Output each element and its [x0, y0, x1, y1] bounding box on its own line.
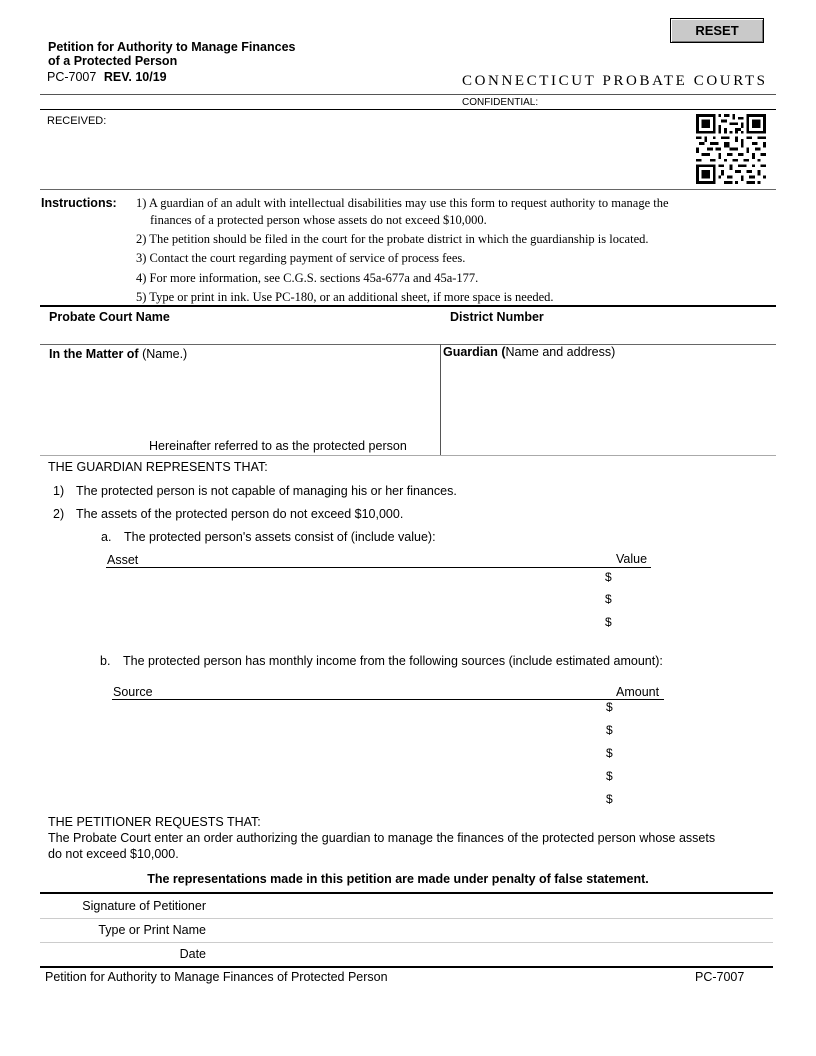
form-title-line1: Petition for Authority to Manage Finances — [48, 40, 296, 54]
requests-body-line-2: do not exceed $10,000. — [48, 847, 179, 861]
footer-form-number: PC-7007 — [695, 970, 745, 984]
currency-symbol: $ — [606, 723, 613, 737]
currency-symbol: $ — [606, 792, 613, 806]
asset-value-field[interactable] — [615, 615, 655, 632]
reset-button[interactable]: RESET — [670, 18, 764, 43]
form-number-line — [47, 70, 167, 84]
print-name-field[interactable] — [212, 921, 772, 940]
asset-value-field[interactable] — [615, 570, 655, 587]
requests-body-line-1: The Probate Court enter an order authorizing the guardian to manage the finances of the protected person whose assets — [48, 831, 716, 845]
income-amount-field[interactable] — [616, 723, 664, 740]
instruction-item: 4) For more information, see C.G.S. sections 45a-677a and 45a-177. — [136, 271, 479, 285]
currency-symbol: $ — [606, 700, 613, 714]
instruction-item: finances of a protected person whose assets do not exceed $10,000. — [150, 213, 487, 227]
guardian-label — [443, 345, 615, 359]
form-title-line2: of a Protected Person — [48, 54, 178, 68]
form-title — [48, 40, 348, 68]
instruction-item: 3) Contact the court regarding payment of service of process fees. — [136, 251, 466, 265]
date-label: Date — [179, 947, 206, 961]
currency-symbol: $ — [606, 769, 613, 783]
represents-item-2: The assets of the protected person do not exceed $10,000. — [76, 507, 404, 521]
income-source-field[interactable] — [112, 769, 597, 786]
confidential-label: CONFIDENTIAL: — [462, 97, 539, 108]
section-divider — [40, 305, 776, 307]
matter-bottom-divider — [40, 455, 776, 456]
matter-label-bold: In the Matter of — [49, 347, 139, 361]
instruction-item: 1) A guardian of an adult with intellectual disabilities may use this form to request authority to manage the — [136, 196, 669, 210]
represents-heading: THE GUARDIAN REPRESENTS THAT: — [48, 460, 268, 474]
date-field[interactable] — [212, 945, 772, 964]
income-amount-field[interactable] — [616, 792, 664, 809]
footer-rule — [40, 966, 773, 968]
instructions-label: Instructions: — [41, 196, 117, 210]
signature-top-rule — [40, 892, 773, 894]
asset-description-field[interactable] — [106, 615, 596, 632]
source-column-header: Source — [113, 685, 153, 699]
form-number: PC-7007 — [47, 70, 97, 84]
print-name-label: Type or Print Name — [98, 923, 206, 937]
signature-row-divider — [40, 918, 773, 919]
asset-description-field[interactable] — [106, 592, 596, 609]
income-amount-field[interactable] — [616, 746, 664, 763]
income-instruction: The protected person has monthly income from the following sources (include estimated amount): — [123, 654, 663, 668]
income-amount-field[interactable] — [616, 769, 664, 786]
guardian-label-bold: Guardian ( — [443, 345, 506, 359]
matter-label — [49, 347, 187, 361]
header-divider-2 — [40, 109, 776, 110]
currency-symbol: $ — [606, 746, 613, 760]
signature-label: Signature of Petitioner — [82, 899, 206, 913]
instruction-item: 2) The petition should be filed in the court for the probate district in which the guardianship is located. — [136, 232, 649, 246]
court-divider — [40, 344, 776, 345]
signature-row-divider — [40, 942, 773, 943]
penalty-statement: The representations made in this petition are made under penalty of false statement. — [147, 872, 649, 886]
received-label: RECEIVED: — [47, 115, 107, 127]
header-divider — [40, 94, 776, 95]
guardian-label-hint: Name and address) — [505, 345, 616, 359]
value-column-header: Value — [616, 552, 648, 566]
instruction-item: 5) Type or print in ink. Use PC-180, or an additional sheet, if more space is needed. — [136, 290, 554, 304]
matter-label-hint: (Name.) — [138, 347, 188, 361]
represents-item-1: The protected person is not capable of managing his or her finances. — [76, 484, 457, 498]
item-number: 2) — [53, 507, 65, 521]
guardian-name-address-field[interactable] — [446, 362, 771, 450]
sub-item-letter: b. — [100, 654, 111, 668]
currency-symbol: $ — [605, 615, 612, 629]
sub-item-letter: a. — [101, 530, 112, 544]
asset-column-header: Asset — [107, 553, 139, 567]
qr-code-icon — [696, 114, 766, 184]
signature-field[interactable] — [212, 897, 772, 916]
received-divider — [40, 189, 776, 190]
amount-column-header: Amount — [616, 685, 660, 699]
probate-court-name-label: Probate Court Name — [49, 310, 170, 324]
item-number: 1) — [53, 484, 65, 498]
income-source-field[interactable] — [112, 746, 597, 763]
footer-form-title: Petition for Authority to Manage Finances of Protected Person — [45, 970, 388, 984]
asset-description-field[interactable] — [106, 570, 596, 587]
probate-court-name-field[interactable] — [46, 326, 436, 342]
income-source-field[interactable] — [112, 700, 597, 717]
income-amount-field[interactable] — [616, 700, 664, 717]
income-source-field[interactable] — [112, 723, 597, 740]
assets-instruction: The protected person's assets consist of (include value): — [124, 530, 436, 544]
hereinafter-note: Hereinafter referred to as the protected person — [149, 439, 407, 453]
currency-symbol: $ — [605, 592, 612, 606]
requests-heading: THE PETITIONER REQUESTS THAT: — [48, 815, 261, 829]
form-revision: REV. 10/19 — [103, 70, 167, 84]
district-number-label: District Number — [450, 310, 544, 324]
district-number-field[interactable] — [448, 326, 768, 342]
asset-value-field[interactable] — [615, 592, 655, 609]
assets-header-rule — [106, 567, 651, 568]
income-source-field[interactable] — [112, 792, 597, 809]
protected-person-name-field[interactable] — [46, 364, 436, 434]
court-system-name: CONNECTICUT PROBATE COURTS — [462, 73, 768, 89]
currency-symbol: $ — [605, 570, 612, 584]
matter-guardian-divider — [440, 344, 441, 455]
